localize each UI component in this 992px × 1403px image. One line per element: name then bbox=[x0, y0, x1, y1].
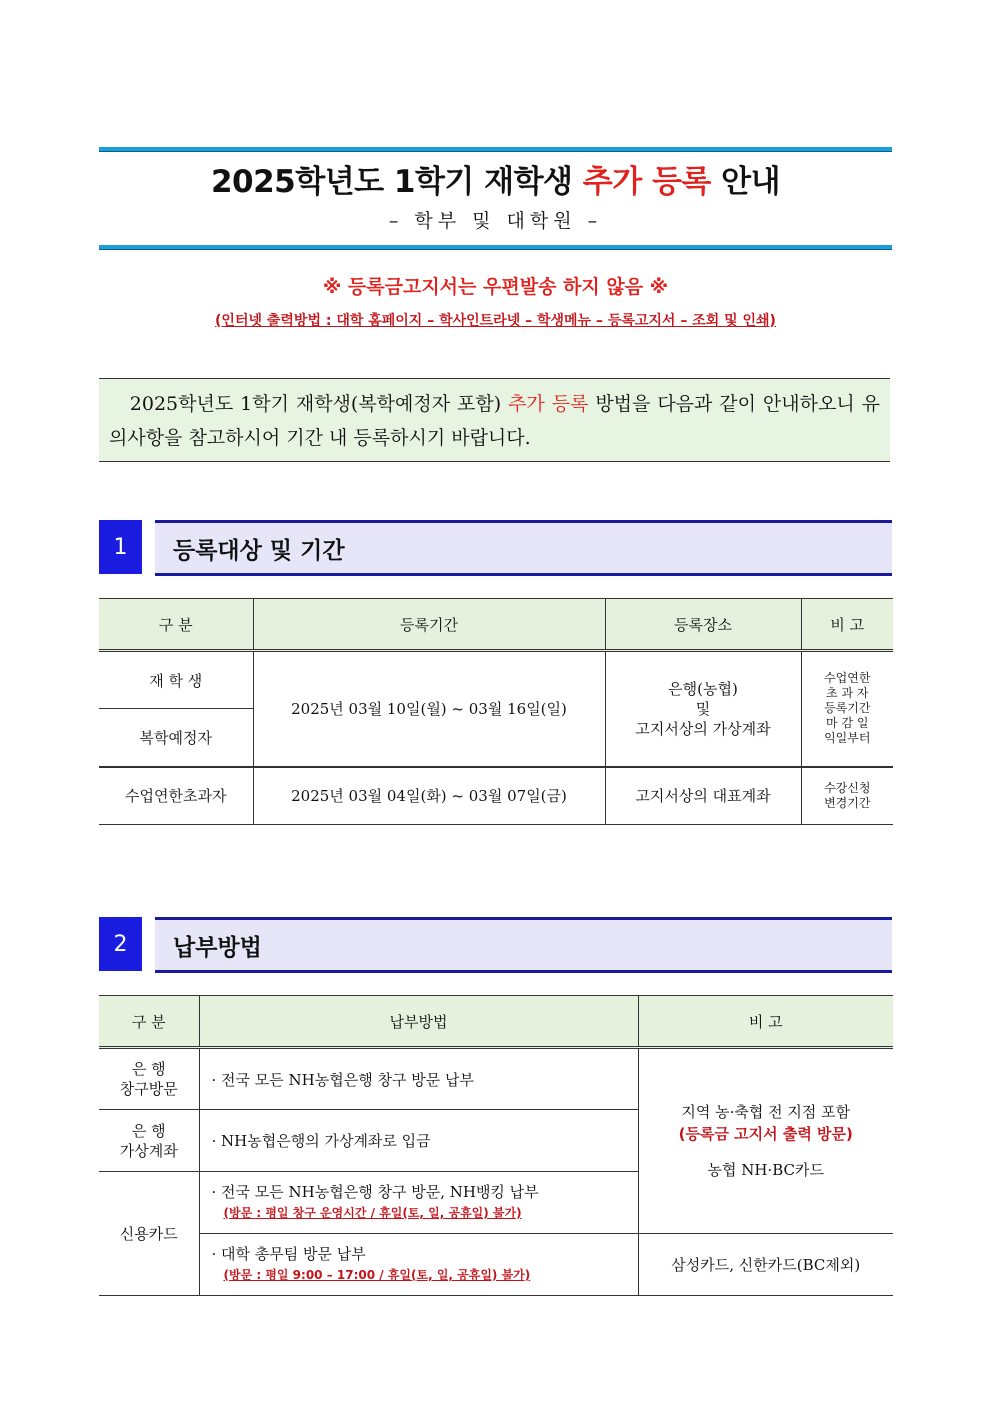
section2-number: 2 bbox=[99, 917, 142, 971]
col-header-period: 등록기간 bbox=[253, 599, 605, 651]
intro-box: 2025학년도 1학기 재학생(복학예정자 포함) 추가 등록 방법을 다음과 같이 안내하오니 유의사항을 참고하시어 기간 내 등록하시기 바랍니다. bbox=[99, 378, 890, 462]
col-header-remark: 비 고 bbox=[638, 996, 893, 1048]
row-label-extra: 수업연한초과자 bbox=[99, 767, 253, 825]
registration-period-table bbox=[99, 598, 893, 825]
remark-card: 삼성카드, 신한카드(BC제외) bbox=[638, 1234, 893, 1296]
period-main: 2025년 03월 10일(월) ~ 03월 16일(일) bbox=[253, 651, 605, 767]
col-header-place: 등록장소 bbox=[605, 599, 801, 651]
col-header-category: 구 분 bbox=[99, 599, 253, 651]
section2-title: 납부방법 bbox=[155, 917, 892, 973]
row-label-virtual-account: 은 행 가상계좌 bbox=[99, 1110, 199, 1172]
method-virtual-account: · NH농협은행의 가상계좌로 입금 bbox=[199, 1110, 638, 1172]
title-bottom-rule bbox=[99, 245, 892, 250]
notice-main: ※ 등록금고지서는 우편발송 하지 않음 ※ bbox=[322, 276, 669, 298]
col-header-note: 비 고 bbox=[801, 599, 893, 651]
section1-number: 1 bbox=[99, 520, 142, 574]
page-title: 2025학년도 1학기 재학생 추가 등록 안내 bbox=[210, 164, 781, 200]
section1-title: 등록대상 및 기간 bbox=[155, 520, 892, 576]
page-subtitle: – 학부 및 대학원 – bbox=[388, 210, 603, 232]
note-extra: 수강신청 변경기간 bbox=[801, 767, 893, 825]
payment-method-table bbox=[99, 995, 893, 1296]
col-header-category: 구 분 bbox=[99, 996, 199, 1048]
method-bank-counter: · 전국 모든 NH농협은행 창구 방문 납부 bbox=[199, 1048, 638, 1110]
row-label-returning: 복학예정자 bbox=[99, 709, 253, 767]
row-label-bank-counter: 은 행 창구방문 bbox=[99, 1048, 199, 1110]
title-top-rule bbox=[99, 147, 892, 152]
notice-sub: (인터넷 출력방법 : 대학 홈페이지 – 학사인트라넷 – 학생메뉴 – 등록고지서 – 조회 및 인쇄) bbox=[215, 313, 776, 329]
remark-main: 지역 농·축협 전 지점 포함 (등록금 고지서 출력 방문) 농협 NH·BC카드 bbox=[638, 1048, 893, 1234]
col-header-method: 납부방법 bbox=[199, 996, 638, 1048]
period-extra: 2025년 03월 04일(화) ~ 03월 07일(금) bbox=[253, 767, 605, 825]
row-label-student: 재 학 생 bbox=[99, 651, 253, 709]
note-main: 수업연한 초 과 자 등록기간 마 감 일 익일부터 bbox=[801, 651, 893, 767]
row-label-credit-card: 신용카드 bbox=[99, 1172, 199, 1296]
place-extra: 고지서상의 대표계좌 bbox=[605, 767, 801, 825]
place-main: 은행(농협) 및 고지서상의 가상계좌 bbox=[605, 651, 801, 767]
method-card-office: · 대학 총무팀 방문 납부 (방문 : 평일 9:00 – 17:00 / 휴일(토, 일, 공휴일) 불가) bbox=[199, 1234, 638, 1296]
method-card-bank: · 전국 모든 NH농협은행 창구 방문, NH뱅킹 납부 (방문 : 평일 창구 운영시간 / 휴일(토, 일, 공휴일) 불가) bbox=[199, 1172, 638, 1234]
